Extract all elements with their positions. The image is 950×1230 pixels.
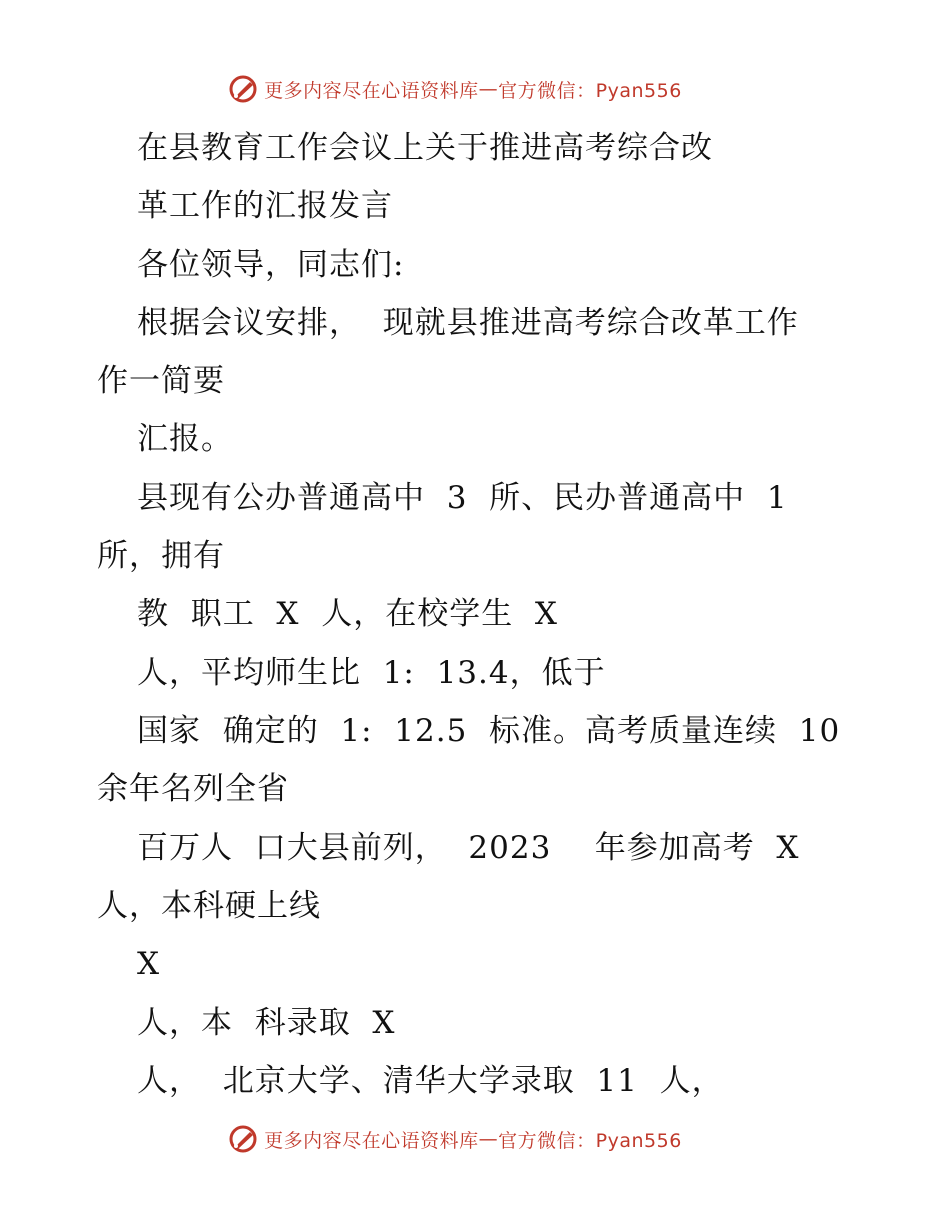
paragraph-line: 作一简要 bbox=[97, 363, 225, 399]
paragraph-line: 汇报。 bbox=[137, 421, 233, 457]
paragraph-line: 人，平均师生比 1: 13.4，低于 bbox=[137, 655, 606, 691]
salutation: 各位领导，同志们: bbox=[137, 247, 405, 283]
paragraph-line: 国家 确定的 1: 12.5 标准。高考质量连续 10 bbox=[137, 713, 841, 749]
paragraph-line: X bbox=[137, 946, 161, 982]
paragraph-line: 人，本 科录取 X bbox=[137, 1005, 396, 1041]
document-title-line-2: 革工作的汇报发言 bbox=[137, 188, 393, 224]
watermark-main-text: 更多内容尽在心语资料库 bbox=[264, 79, 479, 102]
paragraph-line: 根据会议安排， 现就县推进高考综合改革工作 bbox=[137, 305, 799, 341]
paragraph-line: 教 职工 X 人，在校学生 X bbox=[137, 596, 558, 632]
paragraph-line: 县现有公办普通高中 3 所、民办普通高中 1 bbox=[137, 480, 788, 516]
watermark-dash: — bbox=[478, 78, 499, 100]
feather-pen-circle-icon bbox=[228, 1124, 258, 1154]
paragraph-line: 所，拥有 bbox=[97, 538, 225, 574]
watermark-dash: — bbox=[478, 1128, 499, 1150]
footer-watermark bbox=[0, 1124, 950, 1154]
paragraph-line: 人，本科硬上线 bbox=[97, 888, 321, 924]
paragraph-line: 百万人 口大县前列， 2023 年参加高考 X bbox=[137, 830, 800, 866]
watermark-main-text: 更多内容尽在心语资料库 bbox=[264, 1129, 479, 1152]
paragraph-line: 余年名列全省 bbox=[97, 771, 289, 807]
document-title-line-1: 在县教育工作会议上关于推进高考综合改 bbox=[137, 130, 713, 166]
watermark-sub-text: 官方微信：Pyan556 bbox=[498, 79, 682, 102]
watermark-sub-text: 官方微信：Pyan556 bbox=[498, 1129, 682, 1152]
paragraph-line: 人， 北京大学、清华大学录取 11 人， bbox=[137, 1063, 724, 1099]
